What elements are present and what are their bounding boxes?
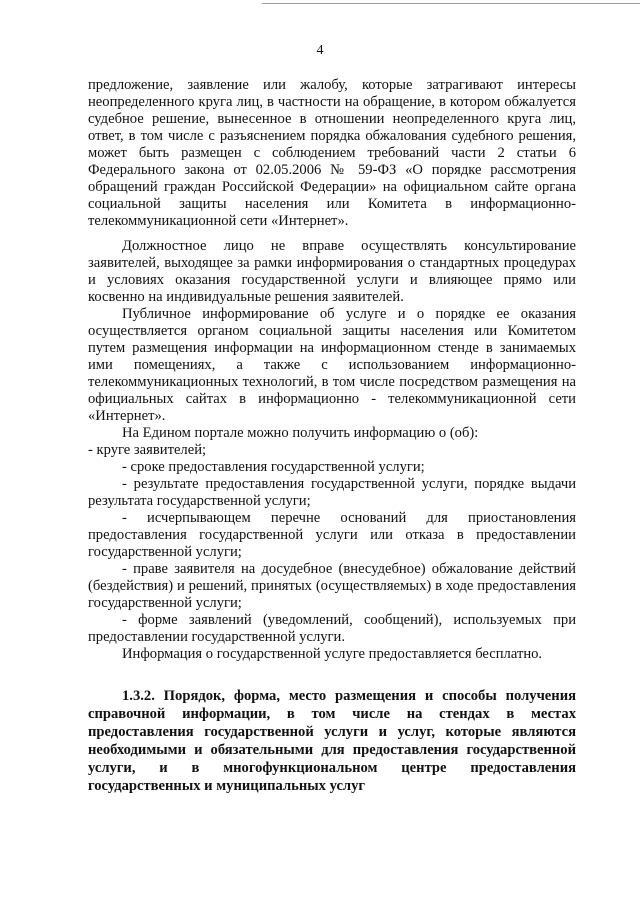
list-item-applicants: - круге заявителей;: [88, 442, 207, 458]
paragraph-portal-intro: На Едином портале можно получить информацию о (об):: [122, 425, 479, 441]
section-heading: [88, 687, 576, 795]
list-item-grounds: - исчерпывающем перечне оснований для приостановления предоставления государственной услуги или отказа в предоставлении государственной услуги;: [88, 510, 576, 560]
list-item-deadline: - сроке предоставления государственной услуги;: [122, 459, 425, 475]
paragraph-public-informing: Публичное информирование об услуге и о порядке ее оказания осуществляется органом социальной защиты населения или Комитетом путем размещения информации на информационном стенде в занимаемых ими помещениях, а также с использованием информационно-телекоммуникационных технологий, в том числе посредством размещения на официальных сайтах в информационно - телекоммуникационной сети «Интернет».: [88, 306, 576, 424]
paragraph-consulting: Должностное лицо не вправе осуществлять консультирование заявителей, выходящее за рамки информирования о стандартных процедурах и условиях оказания государственной услуги и влияющее прямо или косвенно на индивидуальные решения заявителей.: [88, 238, 576, 305]
paragraph-continuation: предложение, заявление или жалобу, которые затрагивают интересы неопределенного круга лиц, в частности на обращение, в котором обжалуется судебное решение, вынесенное в отношении неопределенного круга лиц, ответ, в том числе с разъяснением порядка обжалования судебного решения, может быть размещен с соблюдением требований части 2 статьи 6 Федерального закона от 02.05.2006 № 59-ФЗ «О порядке рассмотрения обращений граждан Российской Федерации» на официальном сайте органа социальной защиты населения или Комитета в информационно-телекоммуникационной сети «Интернет».: [88, 77, 576, 229]
section-heading-text: 1.3.2. Порядок, форма, место размещения и способы получения справочной информации, в том числе на стендах в местах предоставления государственной услуги и услуг, которые являются необходимыми и обязательными для предоставления государственной услуги, и в многофункциональном центре предоставления государственных и муниципальных услуг: [88, 688, 576, 794]
paragraph-free-of-charge: Информация о государственной услуге предоставляется бесплатно.: [122, 646, 543, 662]
body-text: [88, 77, 576, 663]
page-number: 4: [316, 43, 324, 58]
page-top-edge-line: [262, 3, 640, 4]
list-item-appeal-right: - праве заявителя на досудебное (внесудебное) обжалование действий (бездействия) и решений, принятых (осуществляемых) в ходе предоставления государственной услуги;: [88, 561, 576, 611]
list-item-forms: - форме заявлений (уведомлений, сообщений), используемых при предоставлении государственной услуги.: [88, 612, 576, 645]
list-item-result: - результате предоставления государственной услуги, порядке выдачи результата государственной услуги;: [88, 476, 576, 509]
